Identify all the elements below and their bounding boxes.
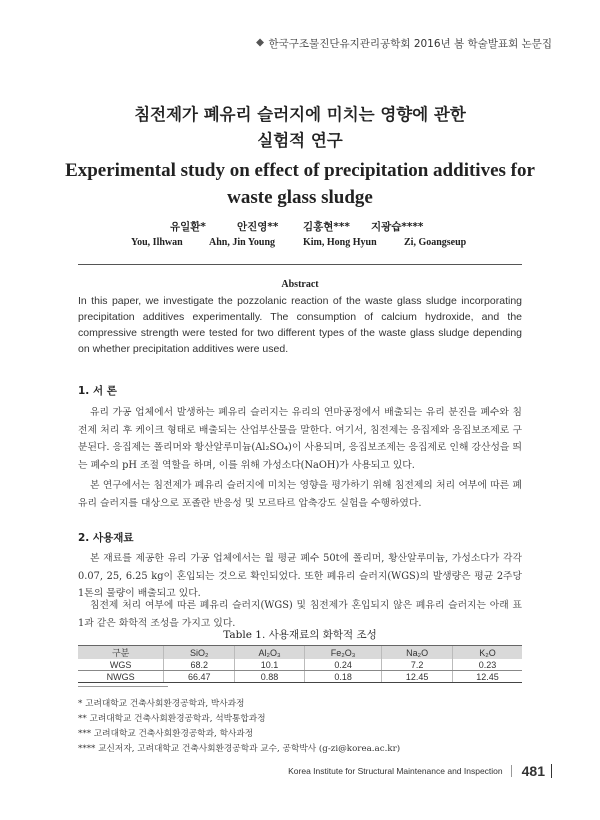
table-header-cell: Na₂O	[382, 646, 453, 660]
section-2-heading: 2. 사용재료	[78, 532, 134, 544]
page-number: 481	[522, 764, 552, 778]
section-1-heading: 1. 서 론	[78, 385, 117, 397]
footnote-2: ** 고려대학교 건축사회환경공학과, 석박통합과정	[78, 714, 266, 724]
table-header-cell: Fe₂O₃	[304, 646, 381, 660]
footnote-3: *** 고려대학교 건축사회환경공학과, 학사과정	[78, 729, 254, 739]
composition-table	[78, 645, 522, 683]
author-block	[0, 219, 600, 255]
table-row	[78, 671, 522, 683]
footnote-4: **** 교신저자, 고려대학교 건축사회환경공학과 교수, 공학박사 (g-zi@korea.ac.kr)	[78, 744, 401, 754]
section-2-paragraph-1: 본 재료를 제공한 유리 가공 업체에서는 월 평균 폐수 50t에 폴리머, 황산알루미늄, 가성소다가 각각 0.07, 25, 6.25 kg이 혼입되는 것으로 확인되었다. 또한 폐유리 슬러지(WGS)의 발생량은 평균 2주당 1톤의 물량이 배출되고 있다.	[78, 553, 522, 599]
abstract-text: In this paper, we investigate the pozzolanic reaction of the waste glass sludge incorporating precipitation additives experimentally. The consumption of calcium hydroxide, and the compressive strength were tested for two different types of the waste glass sludge depending on whether precipitation additives were used.	[78, 295, 522, 355]
running-header	[256, 36, 552, 51]
table-cell: NWGS	[78, 671, 164, 683]
table-cell: WGS	[78, 659, 164, 671]
table-cell: 7.2	[382, 659, 453, 671]
author-en-2: Ahn, Jin Young	[209, 237, 276, 248]
table-cell: 0.23	[453, 659, 522, 671]
english-title	[0, 157, 600, 211]
table-header-cell: 구분	[78, 646, 164, 660]
table-header-cell: SiO₂	[164, 646, 235, 660]
table-cell: 68.2	[164, 659, 235, 671]
table-header-cell: K₂O	[453, 646, 522, 660]
table-cell: 0.88	[235, 671, 305, 683]
table-caption: Table 1. 사용재료의 화학적 조성	[223, 629, 377, 641]
korean-title	[0, 102, 600, 154]
english-author-row	[0, 237, 600, 255]
author-kr-3: 김홍현***	[303, 221, 350, 233]
author-kr-4: 지광습****	[371, 221, 424, 233]
author-kr-1: 유일환*	[170, 221, 206, 233]
abstract-heading: Abstract	[281, 279, 319, 290]
table-header-cell: Al₂O₃	[235, 646, 305, 660]
footer-separator	[511, 765, 512, 777]
korean-author-row	[0, 219, 600, 237]
table-cell: 0.24	[304, 659, 381, 671]
footer-institute: Korea Institute for Structural Maintenance and Inspection	[288, 766, 503, 776]
footnotes	[78, 697, 522, 757]
author-en-4: Zi, Goangseup	[404, 237, 467, 248]
english-title-line-2: waste glass sludge	[227, 187, 373, 208]
korean-title-line-2: 실험적 연구	[257, 131, 343, 150]
section-1-paragraph-1: 유리 가공 업체에서 발생하는 폐유리 슬러지는 유리의 연마공정에서 배출되는 유리 분진을 폐수와 침전제 처리 후 케이크 형태로 배출되는 산업부산물을 말한다. 여기서, 침전제는 응집제와 응집보조제로 구분된다. 응집제는 폴리머와 황산알루미늄(Al₂SO₄)이 사용되며, 응집보조제는 응집제로 인해 강산성을 띄는 폐수의 pH 조절 역할을 하며, 이를 위해 가성소다(NaOH)가 사용되고 있다.	[78, 407, 522, 471]
table-header-row	[78, 646, 522, 660]
author-en-1: You, Ilhwan	[131, 237, 183, 248]
table-cell: 12.45	[382, 671, 453, 683]
table-cell: 66.47	[164, 671, 235, 683]
title-divider	[78, 264, 522, 265]
footnote-divider	[78, 686, 168, 687]
section-2-paragraph-2: 침전제 처리 여부에 따른 폐유리 슬러지(WGS) 및 침전제가 혼입되지 않은 폐유리 슬러지는 아래 표 1과 같은 화학적 조성을 가지고 있다.	[78, 600, 522, 629]
journal-name: 한국구조물진단유지관리공학회 2016년 봄 학술발표회 논문집	[268, 38, 552, 50]
header-mark-icon: ⯁	[255, 36, 265, 50]
english-title-line-1: Experimental study on effect of precipitation additives for	[65, 160, 535, 181]
footnote-1: * 고려대학교 건축사회환경공학과, 박사과정	[78, 699, 245, 709]
table-cell: 0.18	[304, 671, 381, 683]
author-en-3: Kim, Hong Hyun	[303, 237, 377, 248]
section-1-paragraph-2: 본 연구에서는 침전제가 폐유리 슬러지에 미치는 영향을 평가하기 위해 침전제의 처리 여부에 따른 폐유리 슬러지를 대상으로 포졸란 반응성 및 모르타르 압축강도 실험을 수행하였다.	[78, 480, 522, 509]
page-footer	[288, 764, 552, 778]
table-cell: 10.1	[235, 659, 305, 671]
table-row	[78, 659, 522, 671]
table-cell: 12.45	[453, 671, 522, 683]
korean-title-line-1: 침전제가 폐유리 슬러지에 미치는 영향에 관한	[134, 105, 466, 124]
author-kr-2: 안진영**	[237, 221, 279, 233]
